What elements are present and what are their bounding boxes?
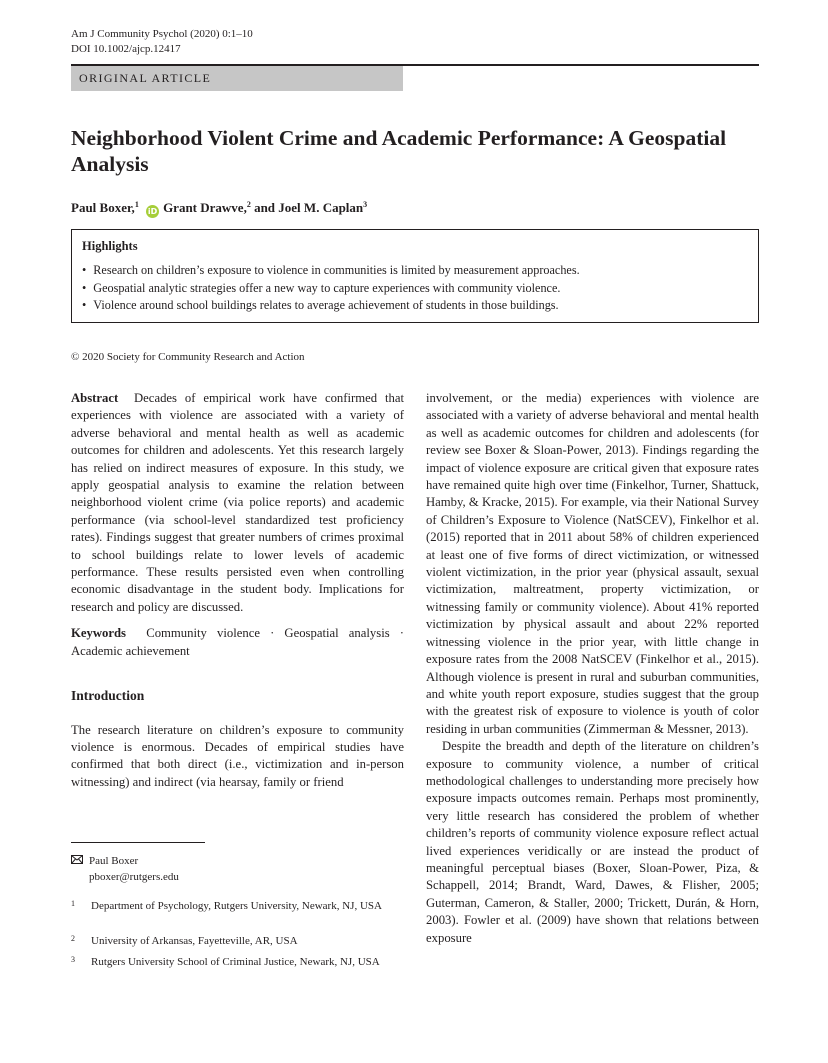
affiliation — [71, 899, 391, 913]
affiliation — [71, 934, 391, 948]
envelope-icon — [71, 855, 83, 864]
affiliation-number: 3 — [71, 955, 75, 964]
author-name[interactable]: Paul Boxer, — [71, 200, 135, 215]
copyright-notice: © 2020 Society for Community Research and Action — [71, 351, 305, 363]
correspondence — [71, 853, 179, 885]
highlights-heading: Highlights — [82, 239, 138, 253]
affiliation-number: 1 — [71, 899, 75, 908]
section-heading-introduction: Introduction — [71, 688, 145, 704]
author-name[interactable]: and Joel M. Caplan — [254, 200, 364, 215]
left-column — [71, 390, 404, 791]
abstract-label: Abstract — [71, 391, 119, 405]
author-list — [71, 200, 367, 218]
body-paragraph: Despite the breadth and depth of the literature on children’s exposure to community violence, a number of critical methodological challenges to understanding more precisely how exposure impacts outcomes remain. Perhaps most prominently, very little research has considered the problem of whether children’s reports of community violence exposure reflect actual lived experiences veridically or are instead the product of meaningful perceptual biases (Boxer, Sloan-Power, Piza, & Schappell, 2014; Brandt, Ward, Dawes, & Flisher, 2005; Guterman, Cameron, & Staller, 2000; Trickett, Durán, & Horn, 2003). Fowler et al. (2009) have shown that relations between exposure — [426, 739, 759, 945]
affiliation — [71, 955, 391, 969]
highlight-item: • Geospatial analytic strategies offer a new way to capture experiences with community violence. — [82, 280, 748, 298]
journal-citation: Am J Community Psychol (2020) 0:1–10 — [71, 28, 253, 40]
highlights-box — [71, 229, 759, 323]
affiliation-text: University of Arkansas, Fayetteville, AR, USA — [91, 935, 298, 947]
author-affiliation-mark: 3 — [363, 200, 368, 209]
journal-info — [71, 27, 253, 57]
author-affiliation-mark: 2 — [246, 200, 251, 209]
right-column — [426, 390, 759, 947]
abstract — [71, 390, 404, 616]
highlights-list — [82, 262, 748, 315]
affiliation-number: 2 — [71, 934, 75, 943]
keywords-text: Community violence · Geospatial analysis · Academic achievement — [71, 626, 405, 658]
keywords — [71, 625, 404, 660]
keywords-label: Keywords — [71, 626, 126, 641]
orcid-icon[interactable]: iD — [147, 207, 158, 216]
affiliation-text: Department of Psychology, Rutgers University, Newark, NJ, USA — [91, 900, 382, 912]
correspondence-name: Paul Boxer — [89, 855, 139, 867]
footnote-rule — [71, 842, 205, 843]
body-paragraph: involvement, or the media) experiences with violence are associated with a variety of adverse behavioral and mental health as well as academic outcomes for children and adolescents (for review see Boxer & Sloan-Power, 2013). Findings regarding the impact of violence exposure are critical given that exposure rates have remained quite high over time (Finkelhor, Turner, Shattuck, Hamby, & Kracke, 2015). For example, via their National Survey of Children’s Exposure to Violence (NatSCEV), Finkelhor et al. (2015) reported that in 2011 about 58% of children experienced at least one of five forms of direct victimization, or witnessed violent victimization, in the prior year (physical assault, sexual victimization, maltreatment, property victimization, or witnessing family or community violence). About 41% reported victimization by physical assault and about 22% reported witnessing violence in the prior year, with little change in exposure rates from the 2008 NatSCEV (Finkelhor et al., 2015). Although violence is present in rural and suburban communities, and white youth report exposure, studies suggest that the group with the greatest risk of exposure to violence is youth of color residing in urban communities (Zimmerman & Messner, 2013). — [426, 391, 759, 736]
highlight-item: • Research on children’s exposure to violence in communities is limited by measurement approaches. — [82, 262, 748, 280]
author-affiliation-mark: 1 — [134, 200, 139, 209]
article-type-banner: ORIGINAL ARTICLE — [71, 66, 403, 91]
journal-doi: DOI 10.1002/ajcp.12417 — [71, 43, 181, 55]
correspondence-email[interactable]: pboxer@rutgers.edu — [89, 871, 179, 883]
affiliation-text: Rutgers University School of Criminal Justice, Newark, NJ, USA — [91, 956, 380, 968]
author-name[interactable]: Grant Drawve, — [163, 200, 247, 215]
article-title: Neighborhood Violent Crime and Academic Performance: A Geospatial Analysis — [71, 126, 727, 176]
body-paragraph: The research literature on children’s exposure to community violence is enormous. Decades of empirical studies have confirmed that both direct (i.e., victimization and in-person witnessing) and indirect (via hearsay, family or friend — [71, 722, 404, 789]
abstract-text: Decades of empirical work have confirmed that experiences with violence are associated with a variety of adverse behavioral and mental health as well as academic outcomes for children and adolescents. Yet this research largely has relied on indirect measures of exposure. In this study, we apply geospatial analysis to examine the relation between neighborhood violent crime (via police reports) and academic performance (via school-level standardized test proficiency rates). Findings suggest that greater numbers of crimes proximal to school buildings relate to lower levels of academic performance. These results persisted even when controlling economic disadvantage in the student body. Implications for research and policy are discussed. — [71, 391, 405, 614]
highlight-item: • Violence around school buildings relates to average achievement of students in those buildings. — [82, 297, 748, 315]
